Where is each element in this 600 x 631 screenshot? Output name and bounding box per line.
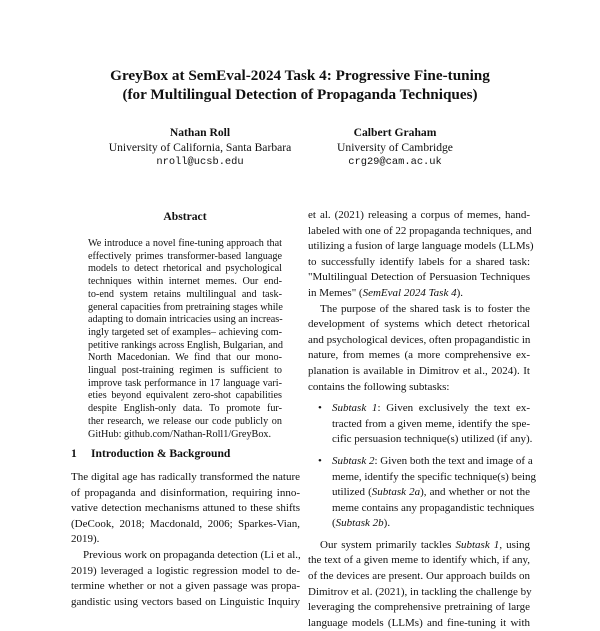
body-line bbox=[308, 286, 530, 302]
body-line: meme, identify the specific technique(s) being bbox=[332, 470, 537, 483]
body-line: Our system primarily tackles Subtask 1, using bbox=[320, 538, 530, 551]
abstract-line: lingual post-training regimen is sufficient to bbox=[88, 365, 282, 377]
body-line: termine whether or not a given passage was propa- bbox=[71, 580, 300, 593]
body-line: the text of a given meme to identify which, if any, bbox=[308, 554, 530, 567]
body-line: et al. (2021) releasing a corpus of memes, hand- bbox=[308, 209, 530, 221]
author-email: crg29@cam.ac.uk bbox=[348, 156, 442, 168]
abstract-line: ther research, we release our code publicly on bbox=[88, 415, 282, 427]
body-line: nature, from memes (a more comprehensive ex- bbox=[308, 349, 530, 362]
body-line: labeled with one of 22 propaganda techniques, and bbox=[308, 224, 532, 237]
abstract-line: petitive rankings across English, Bulgarian, and bbox=[88, 339, 283, 351]
abstract-line: GitHub: github.com/Nathan-Roll1/GreyBox. bbox=[88, 428, 272, 440]
body-line: tracted from a given meme, identify the spe- bbox=[332, 417, 530, 430]
body-text: in Memes" ( bbox=[308, 286, 363, 299]
body-line: gandistic using vectors based on Linguistic Inquiry bbox=[71, 595, 300, 608]
abstract-line: improve task performance in 17 language vari- bbox=[88, 377, 282, 389]
left-column-body bbox=[71, 470, 300, 610]
body-line: language models (LLMs) and fine-tuning it with bbox=[308, 616, 530, 629]
title-line-2: (for Multilingual Detection of Propaganda Techniques) bbox=[122, 86, 478, 103]
body-line: leveraging the comprehensive pretraining of large bbox=[308, 601, 530, 614]
abstract-body bbox=[88, 238, 282, 441]
abstract-line: to-end system retains multilingual and task- bbox=[88, 288, 282, 300]
abstract-line: We introduce a novel fine-tuning approach that bbox=[88, 238, 282, 249]
bullet-icon: • bbox=[318, 402, 322, 415]
body-line: The purpose of the shared task is to foster the bbox=[320, 302, 530, 315]
body-line: "Multilingual Detection of Persuasion Techniques bbox=[308, 271, 530, 284]
body-line: The digital age has radically transformed the nature bbox=[71, 471, 300, 483]
body-line: to successfully identify labels for a shared task: bbox=[308, 255, 530, 268]
author-block-graham bbox=[300, 125, 490, 170]
author-name: Calbert Graham bbox=[353, 126, 437, 139]
body-line: 2019) leveraged a logistic regression model to de- bbox=[71, 564, 300, 577]
body-line: (Subtask 2b). bbox=[332, 517, 391, 530]
abstract-line: general capacities from pretraining stages while bbox=[88, 301, 283, 313]
section-title: Introduction & Background bbox=[91, 447, 231, 460]
abstract-line: adapting to domain intricacies using an increas- bbox=[88, 314, 283, 326]
citation-task: SemEval 2024 Task 4 bbox=[362, 286, 457, 299]
author-affiliation: University of California, Santa Barbara bbox=[108, 141, 292, 154]
author-name: Nathan Roll bbox=[169, 126, 231, 139]
subtask-label: Subtask 1 bbox=[332, 402, 378, 415]
abstract-line: eties beyond equivalent zero-shot capabilities bbox=[88, 390, 282, 402]
body-line: (DeCook, 2018; Macdonald, 2006; Sparkes-Vian, bbox=[71, 517, 300, 530]
abstract-line: despite English-only data. To promote fur- bbox=[88, 403, 282, 415]
right-column-body bbox=[308, 208, 537, 631]
body-line: of the devices are present. Our approach builds on bbox=[308, 570, 530, 583]
body-line: meme contains any propagandistic techniques bbox=[332, 501, 535, 514]
body-line: contains the following subtasks: bbox=[308, 380, 450, 393]
abstract-heading: Abstract bbox=[163, 210, 207, 223]
author-affiliation: University of Cambridge bbox=[337, 141, 453, 154]
abstract-line: effectively primes transformer-based language bbox=[88, 250, 282, 262]
abstract-line: ingly targeted set of examples– achieving com- bbox=[88, 326, 282, 338]
body-line: 2019). bbox=[71, 533, 100, 546]
abstract-line: techniques within internet memes. Our end- bbox=[88, 276, 282, 288]
section-number: 1 bbox=[71, 447, 77, 460]
body-line: Subtask 1: Given exclusively the text ex- bbox=[332, 402, 530, 415]
paper-title bbox=[0, 66, 600, 104]
subtask-list bbox=[308, 401, 537, 532]
abstract-line: models to detect rhetorical and psychological bbox=[88, 263, 282, 275]
body-line: and psychological devices, often propagandistic in bbox=[308, 333, 531, 346]
body-line: cific persuasion technique(s) utilized (if any). bbox=[332, 433, 533, 446]
body-line: vative detection mechanisms attuned to these shifts bbox=[71, 502, 300, 515]
subtask-label: Subtask 2 bbox=[332, 454, 375, 467]
section-heading-introduction bbox=[71, 447, 230, 460]
body-line: planation is available in Dimitrov et al., 2024). It bbox=[308, 364, 530, 377]
body-line: of propaganda and disinformation, requiring inno- bbox=[71, 486, 300, 499]
body-line: Subtask 2: Given both the text and image of a bbox=[332, 454, 533, 467]
author-block-roll bbox=[95, 125, 305, 170]
subtask-item bbox=[308, 401, 533, 448]
subtask-item bbox=[308, 454, 537, 532]
body-line: Dimitrov et al. (2021), in tackling the challenge by bbox=[308, 585, 532, 598]
bullet-icon: • bbox=[318, 454, 322, 467]
body-text: ). bbox=[456, 286, 464, 299]
title-line-1: GreyBox at SemEval-2024 Task 4: Progressive Fine-tuning bbox=[110, 67, 490, 84]
body-line: development of systems which detect rhetorical bbox=[308, 318, 530, 331]
body-line: Previous work on propaganda detection (Li et al., bbox=[83, 548, 301, 561]
body-line: utilizing a fusion of large language models (LLMs) bbox=[308, 240, 534, 253]
body-line: utilized (Subtask 2a), and whether or not the bbox=[332, 486, 530, 499]
author-email: nroll@ucsb.edu bbox=[156, 156, 244, 168]
abstract-line: North Macedonian. We find that our mono- bbox=[88, 352, 282, 364]
